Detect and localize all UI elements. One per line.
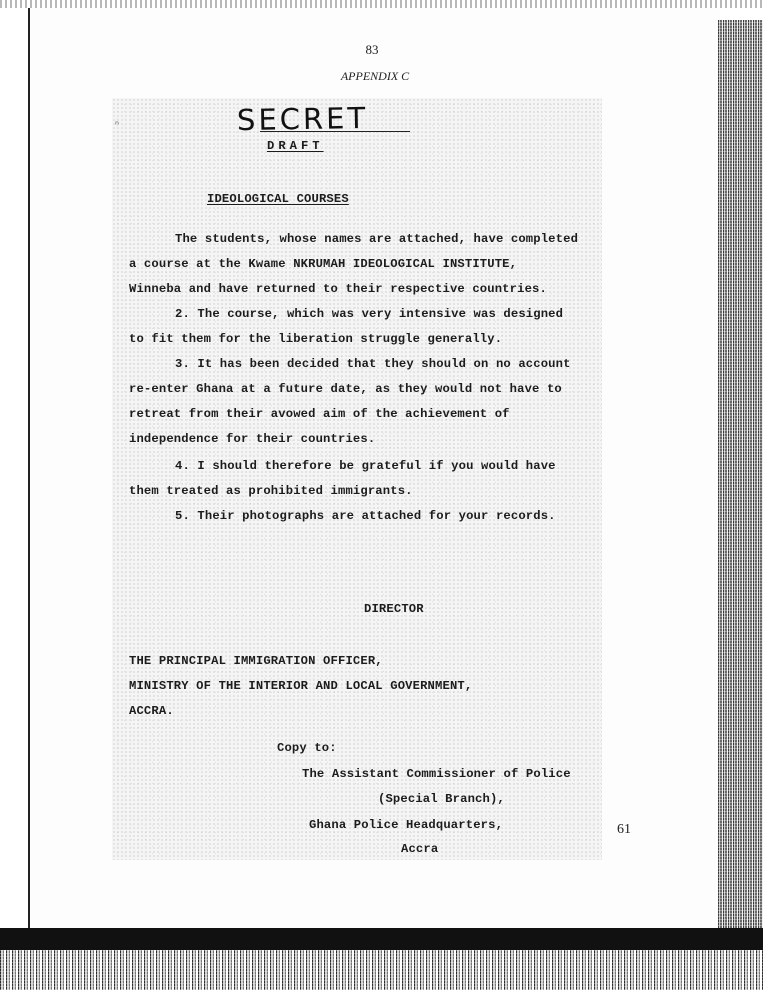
addressee-line: ACCRA. xyxy=(129,704,174,718)
body-line: The students, whose names are attached, have completed xyxy=(175,232,579,246)
addressee-line: MINISTRY OF THE INTERIOR AND LOCAL GOVERNMENT, xyxy=(129,679,473,693)
body-line: Winneba and have returned to their respective countries. xyxy=(129,282,547,296)
body-line: retreat from their avowed aim of the achievement of xyxy=(129,407,510,421)
body-line: 2. The course, which was very intensive was designed xyxy=(175,307,564,321)
addressee-line: THE PRINCIPAL IMMIGRATION OFFICER, xyxy=(129,654,383,668)
scan-bottom-edge xyxy=(0,928,763,952)
signatory: DIRECTOR xyxy=(364,602,424,616)
copy-to-label: Copy to: xyxy=(277,741,337,755)
copy-to-line: Accra xyxy=(401,842,439,856)
classification-stamp: SECRET xyxy=(236,100,369,138)
scan-right-margin xyxy=(718,20,763,935)
body-line: re-enter Ghana at a future date, as they would not have to xyxy=(129,382,562,396)
copy-to-line: (Special Branch), xyxy=(378,792,505,806)
body-line: independence for their countries. xyxy=(129,432,376,446)
draft-label: DRAFT xyxy=(267,139,324,153)
body-line: to fit them for the liberation struggle generally. xyxy=(129,332,503,346)
subject-heading: IDEOLOGICAL COURSES xyxy=(207,192,349,206)
margin-mark-icon: ⁿ xyxy=(115,120,119,131)
scan-top-edge xyxy=(0,0,763,8)
body-line: 4. I should therefore be grateful if you would have xyxy=(175,459,556,473)
body-line: 3. It has been decided that they should on no account xyxy=(175,357,571,371)
copy-to-line: Ghana Police Headquarters, xyxy=(309,818,504,832)
side-page-number: 61 xyxy=(617,822,631,837)
body-line: a course at the Kwame NKRUMAH IDEOLOGICAL INSTITUTE, xyxy=(129,257,518,271)
classification-underline xyxy=(260,131,410,132)
appendix-heading: APPENDIX C xyxy=(340,69,410,83)
typewritten-document xyxy=(112,98,602,860)
scan-bottom-margin xyxy=(0,950,763,990)
copy-to-line: The Assistant Commissioner of Police xyxy=(302,767,571,781)
page-number: 83 xyxy=(365,42,379,57)
body-line: them treated as prohibited immigrants. xyxy=(129,484,413,498)
body-line: 5. Their photographs are attached for your records. xyxy=(175,509,556,523)
